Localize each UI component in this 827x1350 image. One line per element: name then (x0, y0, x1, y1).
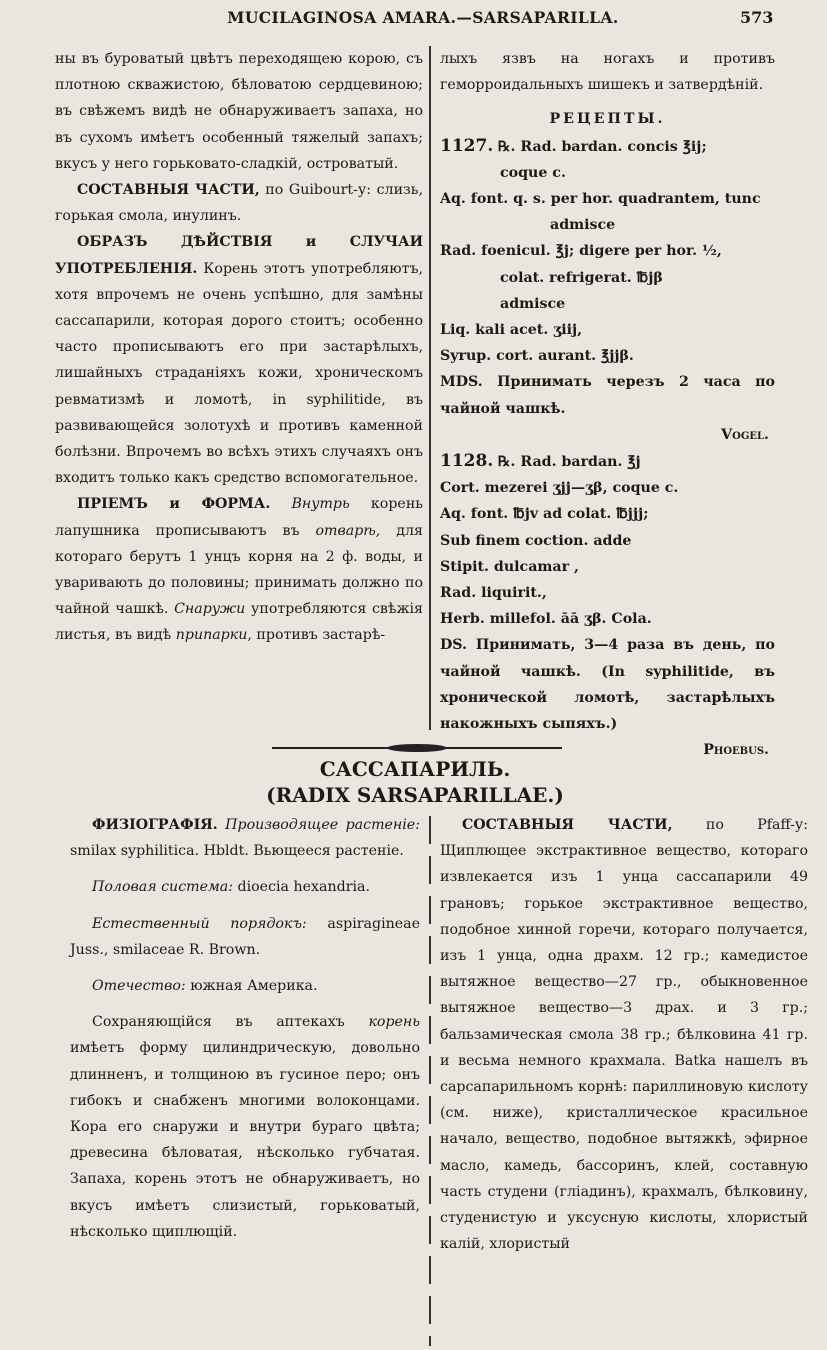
recipe-1128 (440, 448, 775, 763)
dosage-internal: Внутрь (291, 496, 350, 513)
recipe-line: colat. refrigerat. ℔jβ (500, 269, 663, 286)
recipe-line: Liq. kali acet. ʒiij, (440, 322, 583, 339)
top-left-column (55, 46, 423, 649)
sarsaparilla-constituents-text: по Pfaff-у: Щиплющее экстрактивное вещество, котораго извлекается изъ 1 унца сассапарили 49 грановъ; горькое экстрактивное вещество, подобное хинной горечи, котораго получается, изъ 1 унца, одна драхм. 12 гр.; камедистое вытяжное вещество—27 гр., обыкновенное вытяжное вещество—3 драх. и 3 гр.; бальзамическая смола 38 гр.; бѣлковина 41 гр. и весьма немного крахмала. Batka нашелъ въ сарсапарильномъ корнѣ: париллиновую кислоту (см. ниже), кристаллическое красильное начало, вещество, подобное вытяжкѣ, эфирное масло, камедь, бассоринъ, клей, составную часть студени (гліадинъ), крахмалъ, бѣлковину, студенистую и уксусную кислоты, хлористый калій, хлористый (440, 817, 808, 1253)
page-number: 573 (740, 8, 774, 27)
recipes-title: РЕЦЕПТЫ. (549, 111, 666, 128)
natural-order-text: aspiragineae Juss., smilaceae R. Brown. (70, 915, 420, 958)
recipe-line: Rad. liquirit., (440, 585, 547, 602)
section-title (230, 756, 600, 808)
section-divider (272, 745, 562, 751)
dosage-text-4: , противъ застарѣ- (247, 627, 386, 644)
root-description-paragraph (70, 1009, 420, 1245)
continued-paragraph: ны въ буроватый цвѣтъ переходящею корою, съ плотною скважистою, бѣловатою сердцевиною; въ свѣжемъ видѣ не обнаруживаетъ запаха, но въ сухомъ имѣетъ особенный тяжелый запахъ; вкусъ у него горьковато-сладкій, островатый. (55, 51, 423, 172)
recipe-line: Rad. foenicul. ℥j; digere per hor. ½, (440, 243, 722, 260)
physiography-heading: ФИЗІОГРАФІЯ. (92, 817, 218, 833)
recipe-author: Vogel. (721, 426, 769, 443)
column-rule-bottom (429, 816, 431, 1346)
top-right-column (440, 46, 775, 763)
recipe-line: Stipit. dulcamar , (440, 558, 579, 575)
column-rule-top (429, 46, 431, 730)
root-text-1: Сохраняющійся въ аптекахъ (92, 1014, 369, 1031)
dosage-external: Снаружи (174, 601, 246, 618)
recipe-line: ℞. Rad. bardan. concis ℥ij; (497, 138, 707, 155)
recipe-signa: DS. Принимать, 3—4 раза въ день, по чайной чашкѣ. (In syphilitide, въ хронической ломотѣ, застарѣлыхъ накожныхъ сыпяхъ.) (440, 637, 775, 733)
natural-order-label: Естественный порядокъ: (92, 915, 307, 932)
root-text-2: имѣетъ форму цилиндрическую, довольно длинненъ, и толщиною въ гусиное перо; онъ гибокъ и снабженъ многими волоконцами. Кора его снаружи и внутри бураго цвѣта; древесина бѣловатая, нѣсколько губчатая. Запаха, корень этотъ не обнаруживаетъ, но вкусъ имѣетъ слизистый, горьковатый, нѣсколько щиплющій. (70, 1040, 420, 1240)
continued-text: лыхъ язвъ на ногахъ и противъ геморроидальныхъ шишекъ и затвердѣній. (440, 51, 775, 94)
constituents-text: по Guibourt-у: слизь, горькая смола, инулинъ. (55, 182, 423, 225)
action-paragraph (55, 229, 423, 491)
homeland-label: Отечество: (92, 978, 186, 995)
constituents-paragraph (55, 177, 423, 229)
sexual-system-paragraph (70, 874, 420, 900)
source-plant-label: Производящее растеніе: (225, 817, 420, 833)
recipe-line: Aq. font. q. s. per hor. quadrantem, tunc (440, 191, 761, 208)
root-label: корень (368, 1014, 420, 1031)
recipe-line: Sub finem coction. adde (440, 532, 632, 549)
sarsaparilla-constituents-heading: СОСТАВНЫЯ ЧАСТИ, (462, 817, 673, 833)
homeland-text: южная Америка. (185, 978, 318, 995)
recipe-line: coque c. (500, 164, 566, 181)
bottom-right-column (440, 812, 808, 1257)
recipe-line: admisce (550, 217, 616, 234)
recipe-1127 (440, 133, 775, 448)
recipe-line: Aq. font. ℔jv ad colat. ℔jjj; (440, 506, 649, 523)
constituents-heading: СОСТАВНЫЯ ЧАСТИ, (77, 182, 260, 199)
action-heading: ОБРАЗЪ ДѢЙСТВІЯ и СЛУЧАИ УПОТРЕБЛЕНІЯ. (55, 234, 423, 277)
running-title: MUCILAGINOSA AMARA.—SARSAPARILLA. (227, 8, 619, 27)
sexual-system-text: dioecia hexandria. (233, 879, 371, 896)
dosage-decoction: отварѣ, (315, 522, 381, 539)
recipe-number: 1127. (440, 135, 494, 156)
action-text: Корень этотъ употребляютъ, хотя впрочемъ не очень успѣшно, для замѣны сассапарили, которая дорого стоитъ; особенно часто прописываютъ его при застарѣлыхъ, лишайныхъ страданіяхъ кожи, хроническомъ ревматизмѣ и ломотѣ, in syphilitide, въ развивающейся золотухѣ и противъ каменной болѣзни. Впрочемъ во всѣхъ этихъ случаяхъ онъ входитъ только какъ средство вспомогательное. (55, 260, 423, 487)
recipe-author: Phoebus. (703, 742, 769, 759)
dosage-text-2: для котораго берутъ 1 унцъ корня на 2 ф. воды, и уваривають до половины; принимать должно по чайной чашкѣ. (55, 522, 423, 618)
sarsaparilla-constituents-paragraph (440, 812, 808, 1257)
dosage-text-3: употребляются свѣжія листья, въ видѣ (55, 601, 423, 644)
natural-order-paragraph (70, 911, 420, 963)
physiography-paragraph (70, 812, 420, 864)
bottom-left-column (70, 812, 420, 1245)
sexual-system-label: Половая система: (92, 879, 233, 896)
recipe-line: ℞. Rad. bardan. ℥j (497, 454, 641, 471)
recipe-line: Cort. mezerei ʒjj—ʒβ, coque c. (440, 480, 679, 497)
section-title-russian: САССАПАРИЛЬ. (319, 757, 511, 781)
recipe-line: Syrup. cort. aurant. ℥jjβ. (440, 348, 634, 365)
source-plant-text: smilax syphilitica. Hbldt. Вьющееся растеніе. (70, 843, 404, 860)
homeland-paragraph (70, 973, 420, 999)
recipe-signa: MDS. Принимать черезъ 2 часа по чайной чашкѣ. (440, 374, 775, 417)
recipe-line: Herb. millefol. āā ʒβ. Cola. (440, 611, 652, 628)
dosage-text-1: корень лапушника прописываютъ въ (55, 496, 423, 539)
recipe-line: admisce (500, 295, 566, 312)
dosage-heading: ПРІЕМЪ и ФОРМА. (77, 496, 271, 513)
recipe-number: 1128. (440, 451, 494, 472)
dosage-paragraph (55, 491, 423, 648)
section-title-latin: (RADIX SARSAPARILLAE.) (266, 783, 564, 807)
dosage-poultice: припарки (175, 627, 248, 644)
